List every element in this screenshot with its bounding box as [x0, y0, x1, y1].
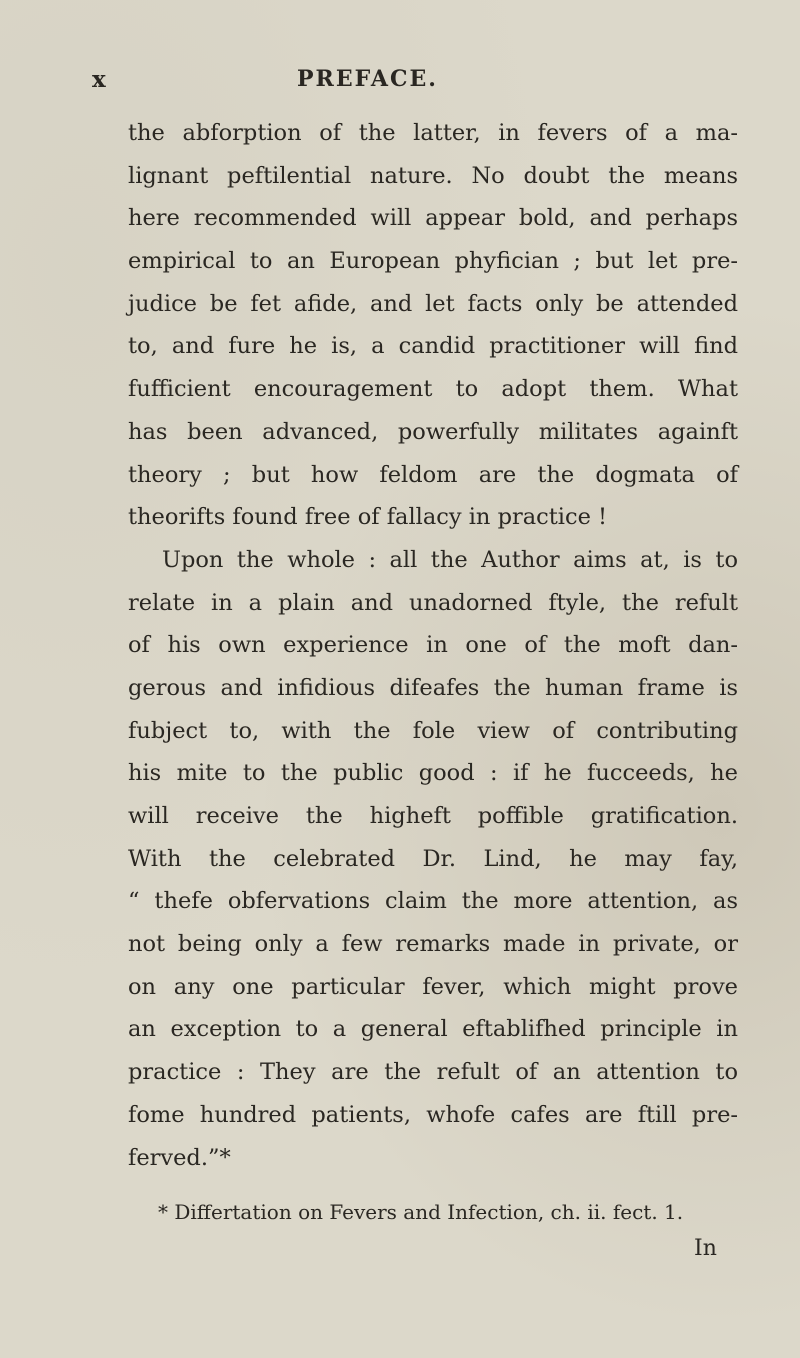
page-number: x — [92, 66, 107, 93]
text-line: will receive the higheft poffible gratification. — [128, 803, 738, 829]
paragraph-start-line: Upon the whole : all the Author aims at, is to — [162, 546, 738, 573]
text-line: lignant peftilential nature. No doubt the means — [128, 162, 738, 189]
text-line: theorifts found free of fallacy in practice ! — [128, 504, 608, 531]
page-header — [82, 66, 722, 106]
text-line: judice be fet afide, and let facts only be attended — [128, 290, 738, 317]
text-line: ferved.”* — [128, 1144, 231, 1171]
text-line: on any one particular fever, which might prove — [128, 973, 738, 1000]
body-text — [128, 112, 738, 1179]
text-line: theory ; but how feldom are the dogmata of — [128, 461, 738, 488]
text-line: an exception to a general eftablifhed principle in — [128, 1016, 738, 1043]
text-line: fufficient encouragement to adopt them. What — [128, 376, 738, 403]
text-line: fubject to, with the fole view of contributing — [128, 717, 738, 744]
text-line: “ thefe obfervations claim the more attention, as — [128, 888, 738, 915]
footnote: * Differtation on Fevers and Infection, ch. ii. fect. 1. — [158, 1200, 684, 1224]
text-line: here recommended will appear bold, and perhaps — [128, 205, 738, 232]
catchword: In — [694, 1236, 717, 1261]
text-line: to, and fure he is, a candid practitioner will find — [128, 333, 738, 360]
running-head: PREFACE. — [297, 66, 438, 92]
text-line: has been advanced, powerfully militates againft — [128, 418, 738, 445]
text-line: With the celebrated Dr. Lind, he may fay, — [128, 845, 738, 872]
text-line: fome hundred patients, whofe cafes are ftill pre- — [128, 1101, 738, 1128]
text-line: of his own experience in one of the moft dan- — [128, 632, 738, 659]
text-line: empirical to an European phyfician ; but let pre- — [128, 248, 738, 275]
text-line: gerous and infidious difeafes the human frame is — [128, 674, 738, 701]
text-line: his mite to the public good : if he fucceeds, he — [128, 760, 738, 787]
text-line: practice : They are the refult of an attention to — [128, 1059, 738, 1086]
text-line: not being only a few remarks made in private, or — [128, 931, 738, 958]
text-line: relate in a plain and unadorned ftyle, the refult — [128, 589, 738, 616]
text-line: the abforption of the latter, in fevers of a ma- — [128, 120, 738, 146]
